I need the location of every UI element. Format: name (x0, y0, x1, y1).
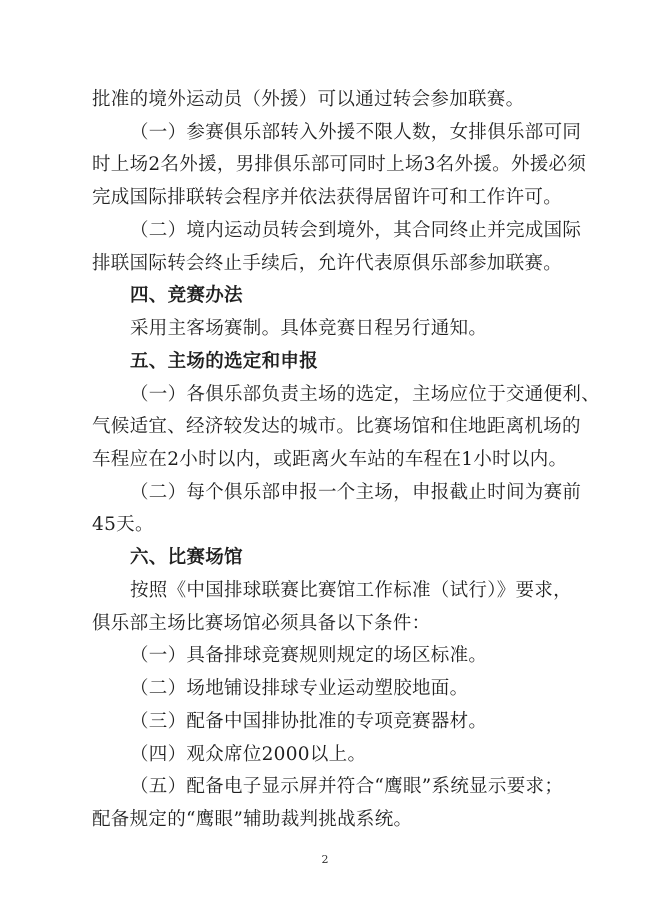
list-item: （三）配备中国排协批准的专项竞赛器材。 (130, 711, 488, 732)
list-item: （二）场地铺设排球专业运动塑胶地面。 (130, 678, 469, 699)
paragraph-line: （一）各俱乐部负责主场的选定，主场应位于交通便利、 (130, 384, 601, 405)
list-item: （四）观众席位2000以上。 (130, 744, 367, 765)
paragraph-line: 气候适宜、经济较发达的城市。比赛场馆和住地距离机场的 (92, 416, 581, 437)
list-item: （一）具备排球竞赛规则规定的场区标准。 (130, 645, 488, 666)
paragraph-line: 排联国际转会终止手续后，允许代表原俱乐部参加联赛。 (92, 253, 563, 274)
section-heading: 四、竞赛办法 (130, 285, 243, 306)
list-item: （五）配备电子显示屏并符合“鹰眼”系统显示要求； (130, 776, 564, 797)
paragraph-line: 时上场2名外援，男排俱乐部可同时上场3名外援。外援必须 (92, 154, 587, 175)
paragraph-line: 采用主客场赛制。具体竞赛日程另行通知。 (130, 318, 488, 339)
section-heading: 五、主场的选定和申报 (130, 351, 319, 372)
paragraph-line: （一）参赛俱乐部转入外援不限人数，女排俱乐部可同 (130, 122, 582, 143)
paragraph-line: 按照《中国排球联赛比赛馆工作标准（试行）》要求， (130, 580, 572, 601)
paragraph-line: 批准的境外运动员（外援）可以通过转会参加联赛。 (92, 89, 525, 110)
paragraph-line: 完成国际排联转会程序并依法获得居留许可和工作许可。 (92, 187, 563, 208)
page-number: 2 (321, 853, 329, 866)
paragraph-line: 45天。 (92, 514, 154, 535)
paragraph-line: 车程应在2小时以内，或距离火车站的车程在1小时以内。 (92, 449, 568, 470)
section-heading: 六、比赛场馆 (130, 547, 243, 568)
list-item: 配备规定的“鹰眼”辅助裁判挑战系统。 (92, 809, 413, 830)
paragraph-line: （二）境内运动员转会到境外，其合同终止并完成国际 (130, 220, 582, 241)
paragraph-line: 俱乐部主场比赛场馆必须具备以下条件： (92, 613, 431, 634)
paragraph-line: （二）每个俱乐部申报一个主场，申报截止时间为赛前 (130, 482, 582, 503)
